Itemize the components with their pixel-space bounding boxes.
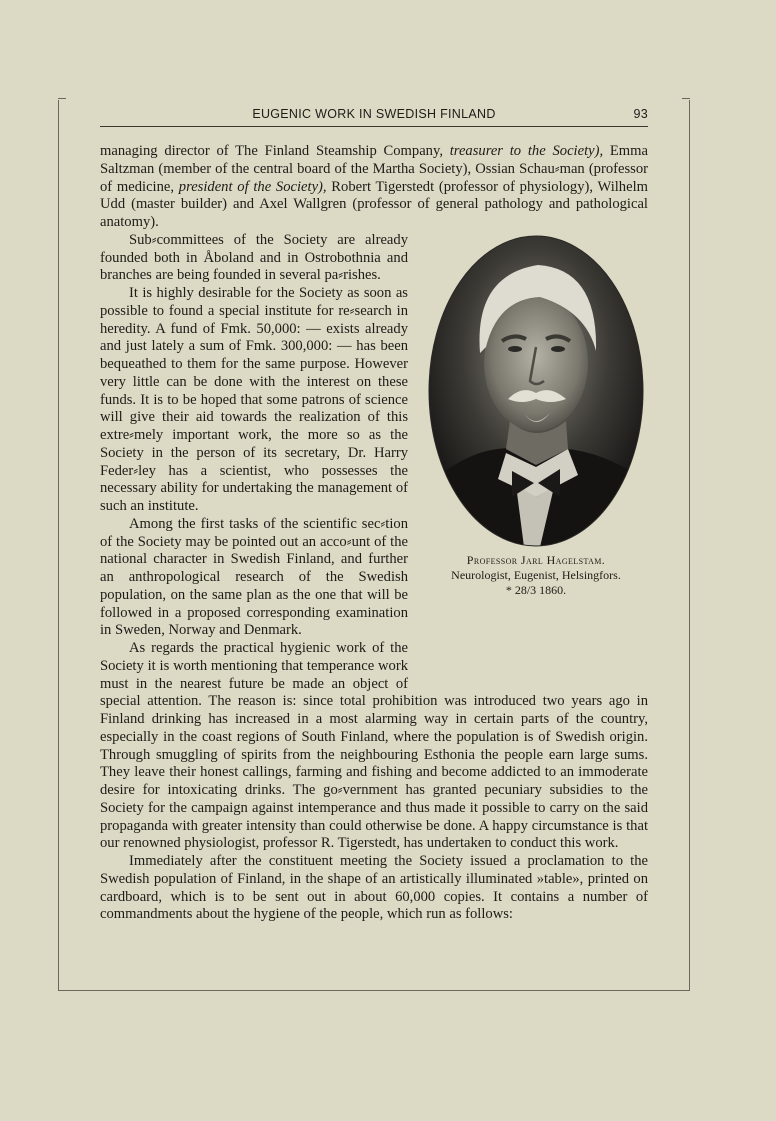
paragraph-5: As regards the practical hygienic work of the Society it is worth mentioning that temperance work must in the nearest future be made an object of special attention. The reason is: since total prohibition was introduced two years ago in Finland drinking has increased in a most alarming way in certain parts of the country, especially in the coast regions of South Finland, where the population is of Swedish origin. Through smuggling of spirits from the neighbouring Esthonia the people earn large sums. They leave their honest callings, farming and fishing and become addicted to an immoderate desire for intoxicating drinks. The go⸗vernment has granted pecuniary subsidies to the Society for the campaign against intemperance and thus made it possible to carry on the said propaganda with greater intensity than could otherwise be done. A happy circumstance is that our renowned physiologist, professor R. Tigerstedt, has undertaken to conduct this work. — [100, 640, 648, 852]
figure-caption — [420, 553, 652, 598]
p1-part-c: Emma Saltzman (member of the central board of the Martha Society), Ossian Schau⸗man (professor of medicine, — [100, 143, 648, 195]
p1-italic-president: president of the Society), — [178, 178, 327, 195]
p1-part-e: Robert Tigerstedt (professor of physiology), Wilhelm Udd (master builder) and Axel Wallgren (professor of general pathology and pathological anatomy). — [100, 178, 648, 230]
frame-corner-right — [682, 98, 690, 99]
paragraph-6: Immediately after the constituent meeting the Society issued a proclamation to the Swedish population of Finland, in the shape of an artistically illuminated »table», printed on cardboard, which is to be sent out in about 60,000 copies. It contains a number of commandments about the hygiene of the people, which run as follows: — [100, 853, 648, 923]
caption-name: Professor Jarl Hagelstam. — [466, 552, 606, 567]
portrait-figure — [420, 235, 652, 685]
caption-date: * 28/3 1860. — [505, 582, 567, 597]
frame-corner-left — [58, 98, 66, 99]
paragraph-1 — [100, 143, 648, 232]
body-text — [100, 143, 648, 924]
running-header — [100, 104, 648, 127]
caption-role: Neurologist, Eugenist, Helsingfors. — [451, 567, 621, 582]
p1-part-a: managing director of The Finland Steamship Company, — [100, 143, 450, 159]
page-number: 93 — [633, 107, 648, 121]
p1-italic-treasurer: treasurer to the Society), — [449, 143, 604, 159]
header-title: EUGENIC WORK IN SWEDISH FINLAND — [252, 107, 496, 121]
paragraph-2: Sub⸗committees of the Society are already founded both in Åboland and in Ostrobothnia and branches are being founded in several pa⸗rishes. — [100, 231, 408, 284]
paragraph-4: Among the first tasks of the scientific sec⸗tion of the Society may be pointed out an acco⸗unt of the national character in Swedish Finland, and further an anthropological research of the Swedish population, on the same plan as the one that will be followed in a proposed corresponding examination in Sweden, Norway and Denmark. — [100, 515, 408, 639]
paragraph-3: It is highly desirable for the Society as soon as possible to found a special institute for re⸗search in heredity. A fund of Fmk. 50,000: — exists already and just lately a sum of Fmk. 300,000: — has been bequeathed to them for the same purpose. However very little can be done with the interest on these funds. It is to be hoped that some patrons of science will give their aid towards the realization of this extre⸗mely important work, the more so as the Society in the person of its secretary, Dr. Harry Feder⸗ley has a scientist, who possesses the necessary ability for undertaking the management of such an institute. — [100, 285, 408, 514]
portrait-image — [428, 235, 644, 547]
